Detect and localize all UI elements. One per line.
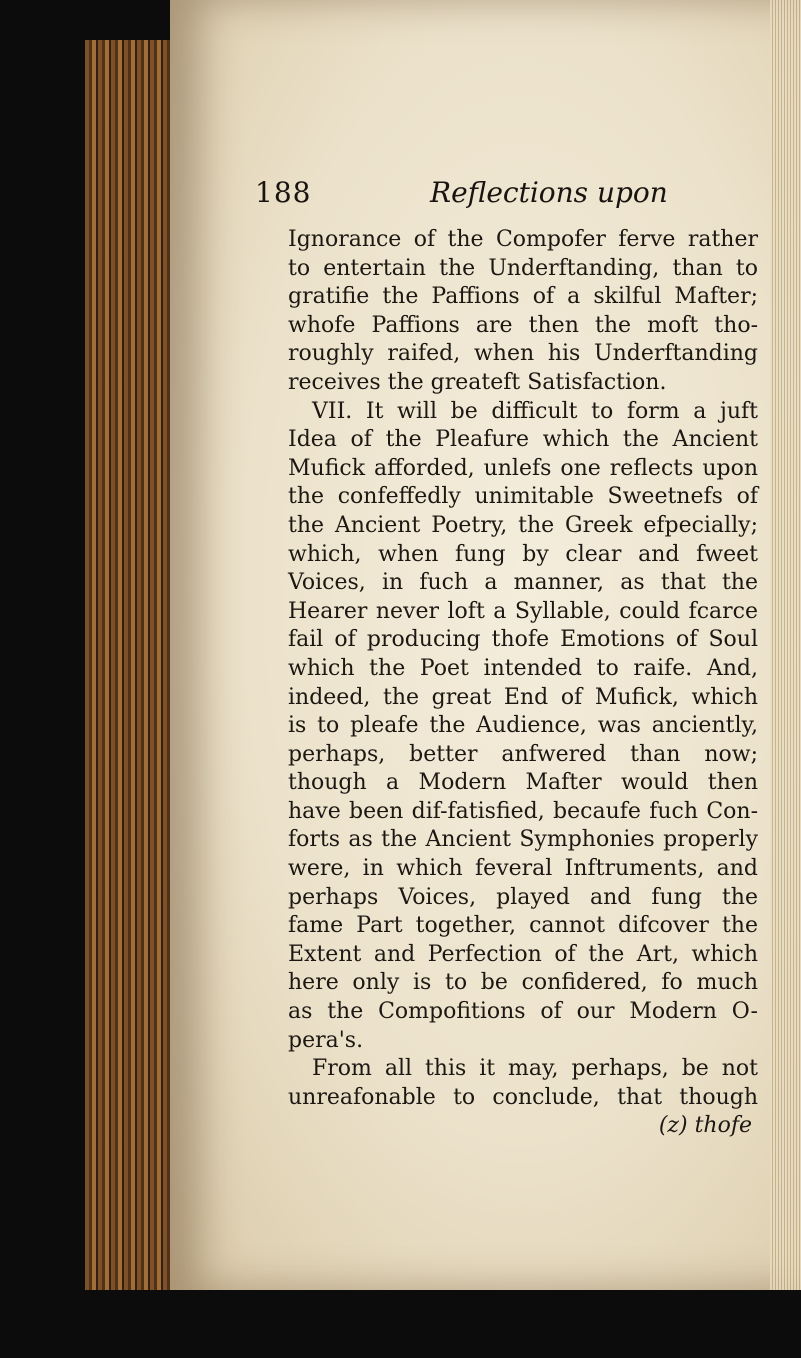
- text-line: Mufick afforded, unlefs one reflects upon: [288, 455, 758, 481]
- text-line: perhaps Voices, played and fung the: [288, 884, 758, 910]
- text-line: forts as the Ancient Symphonies properly: [288, 827, 758, 853]
- text-line: perhaps, better anfwered than now;: [288, 741, 758, 767]
- text-line: which the Poet intended to raife. And,: [288, 655, 758, 681]
- text-line: though a Modern Mafter would then: [288, 770, 758, 796]
- catchword: (z) thofe: [658, 1113, 752, 1139]
- text-line: Ignorance of the Compofer ferve rather: [288, 227, 758, 252]
- text-line: is to pleafe the Audience, was anciently,: [288, 713, 758, 739]
- page-number: 188: [255, 176, 312, 209]
- text-line: the confeffedly unimitable Sweetnefs of: [288, 484, 758, 510]
- text-line: gratifie the Paffions of a skilful Mafter;: [288, 284, 758, 310]
- text-line: the Ancient Poetry, the Greek efpecially;: [288, 512, 758, 538]
- text-line: roughly raifed, when his Underftanding: [288, 341, 758, 367]
- text-line: From all this it may, perhaps, be not: [312, 1056, 758, 1082]
- text-line: Hearer never loft a Syllable, could fcarce: [288, 598, 758, 624]
- text-line: to entertain the Underftanding, than to: [288, 255, 758, 281]
- text-line: Idea of the Pleafure which the Ancient: [288, 427, 758, 453]
- text-line: fame Part together, cannot difcover the: [288, 913, 758, 939]
- text-line: as the Compofitions of our Modern O-: [288, 999, 758, 1025]
- text-line: unreafonable to conclude, that though: [288, 1084, 758, 1110]
- text-line: indeed, the great End of Mufick, which: [288, 684, 758, 710]
- body-text: [288, 226, 758, 1141]
- text-line: here only is to be confidered, fo much: [288, 970, 758, 996]
- text-line: fail of producing thofe Emotions of Soul: [288, 627, 758, 653]
- page-edges: [770, 0, 801, 1290]
- text-line: which, when fung by clear and fweet: [288, 541, 758, 567]
- page-header: [255, 176, 755, 226]
- text-line: receives the greateft Satisfaction.: [288, 369, 667, 395]
- text-line: Extent and Perfection of the Art, which: [288, 941, 758, 967]
- text-line: pera's.: [288, 1027, 364, 1053]
- text-line: whofe Paffions are then the moft tho-: [288, 312, 758, 338]
- text-line: were, in which feveral Inftruments, and: [288, 856, 758, 882]
- running-title: Reflections upon: [430, 176, 668, 209]
- text-line: Voices, in fuch a manner, as that the: [288, 570, 758, 596]
- text-line: have been dif-fatisfied, becaufe fuch Con-: [288, 798, 758, 824]
- text-line: VII. It will be difficult to form a juft: [312, 398, 758, 424]
